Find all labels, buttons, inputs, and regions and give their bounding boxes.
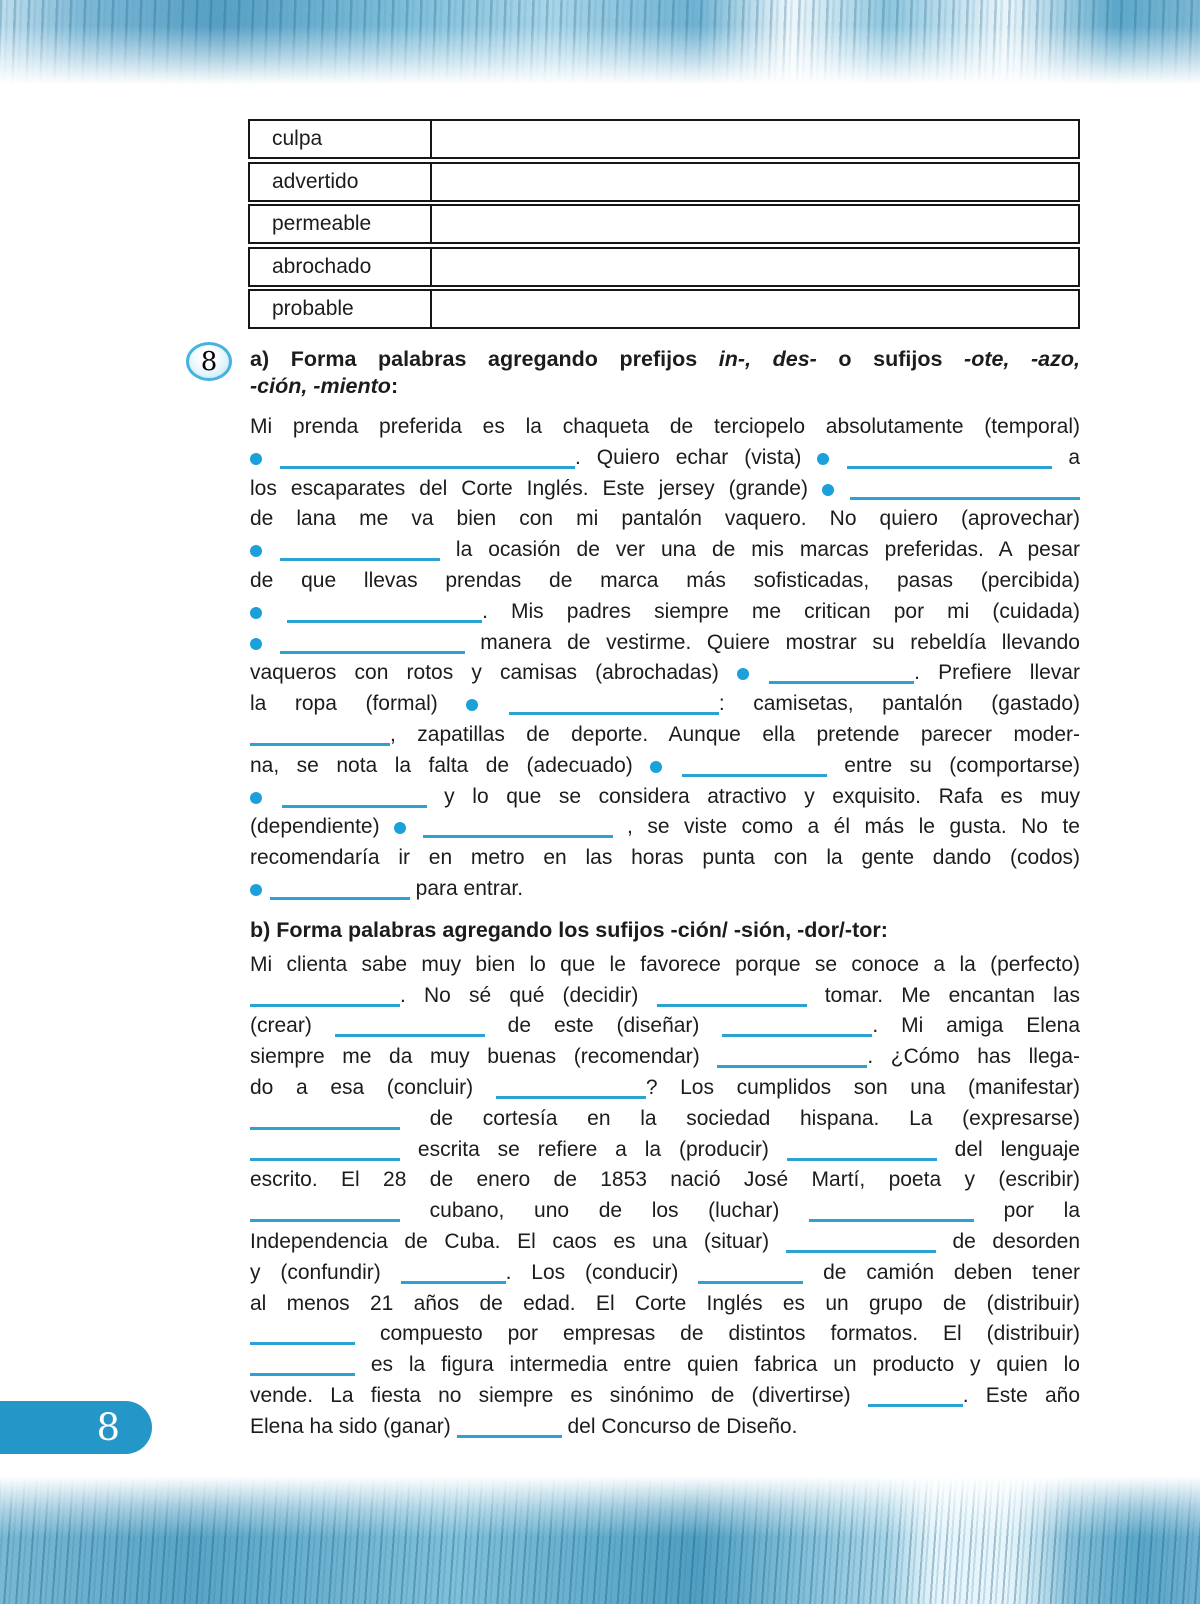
text-line (250, 1289, 1080, 1320)
text-run: del lenguaje (936, 1137, 1080, 1161)
bullet-dot-icon (737, 668, 749, 680)
fill-in-blank (698, 1280, 803, 1284)
watercolor-footer (0, 1476, 1200, 1604)
text-run: . Los (conducir) (505, 1260, 699, 1284)
table-answer-cell (432, 121, 1078, 157)
fill-in-blank (250, 1372, 355, 1376)
text-run: b) Forma palabras agregando los sufijos -ción/ -sión, -dor/-tor: (250, 917, 888, 942)
text-line (250, 566, 1080, 597)
table-word-cell: permeable (250, 206, 432, 242)
text-run: escrito. El 28 de enero de 1853 nació José Martí, poeta y (escribir) (250, 1168, 1080, 1192)
text-line (250, 812, 1080, 843)
text-run: y (confundir) (250, 1260, 401, 1284)
table-row (248, 289, 1080, 329)
text-run: de que llevas prendas de marca más sofisticadas, pasas (percibida) (250, 568, 1080, 592)
page-number: 8 (96, 1406, 120, 1449)
exercise-content (250, 346, 1080, 1443)
text-run: recomendaría ir en metro en las horas punta con la gente dando (codos) (250, 846, 1080, 870)
text-line (250, 950, 1080, 981)
text-run: manera de vestirme. Quiere mostrar su rebeldía llevando (464, 630, 1080, 654)
table-answer-cell (432, 164, 1078, 200)
text-run: Mi prenda preferida es la chaqueta de terciopelo absolutamente (temporal) (250, 415, 1080, 438)
fill-in-blank (722, 1033, 872, 1037)
bullet-dot-icon (650, 761, 662, 773)
fill-in-blank (682, 773, 827, 777)
text-run: vaqueros con rotos y camisas (abrochadas) (250, 661, 738, 685)
text-run: ? Los cumplidos son una (manifestar) (645, 1075, 1081, 1099)
fill-in-blank (280, 650, 465, 654)
text-line (250, 535, 1080, 566)
text-line (250, 504, 1080, 535)
fill-in-blank (847, 465, 1052, 469)
fill-in-blank (250, 1003, 400, 1007)
text-run: a (1052, 445, 1081, 469)
table-answer-cell (432, 249, 1078, 285)
bullet-dot-icon (250, 545, 262, 557)
table-word-cell: probable (250, 291, 432, 327)
text-line (250, 373, 1080, 400)
watercolor-header (0, 0, 1200, 92)
exercise-number: 8 (200, 346, 218, 377)
fill-in-blank (280, 465, 575, 469)
part-b-paragraph (250, 950, 1080, 1443)
text-run: (crear) (250, 1014, 335, 1038)
table-answer-cell (432, 291, 1078, 327)
fill-in-blank (868, 1403, 963, 1407)
fill-in-blank (250, 742, 390, 746)
text-run: Independencia de Cuba. El caos es una (situar) (250, 1229, 786, 1253)
text-line (250, 1227, 1080, 1258)
text-run: Elena ha sido (ganar) (250, 1414, 457, 1438)
text-run: por la (974, 1199, 1080, 1223)
text-run: tomar. Me encantan las (806, 983, 1080, 1007)
text-line (250, 1135, 1080, 1166)
fill-in-blank (509, 711, 719, 715)
text-run: al menos 21 años de edad. El Corte Inglés es un grupo de (distribuir) (250, 1291, 1080, 1315)
fill-in-blank (335, 1033, 485, 1037)
bullet-dot-icon (822, 484, 834, 496)
fill-in-blank (717, 1064, 867, 1068)
text-run: de lana me va bien con mi pantalón vaquero. No quiero (aprovechar) (250, 507, 1080, 531)
fill-in-blank (270, 896, 410, 900)
text-run: la ocasión de ver una de mis marcas preferidas. A pesar (439, 538, 1080, 562)
text-run: Mi clienta sabe muy bien lo que le favorece porque se conoce a la (perfecto) (250, 952, 1080, 976)
text-line (250, 782, 1080, 813)
bullet-dot-icon (394, 822, 406, 834)
text-line (250, 1381, 1080, 1412)
fill-in-blank (423, 834, 613, 838)
text-line (250, 843, 1080, 874)
text-run: . ¿Cómo has llega- (867, 1045, 1080, 1069)
fill-in-blank (250, 1126, 400, 1130)
table-row (248, 162, 1080, 202)
text-run: a) Forma palabras agregando prefijos (250, 347, 719, 371)
fill-in-blank (496, 1095, 646, 1099)
bullet-dot-icon (466, 699, 478, 711)
text-line (250, 443, 1080, 474)
text-run: compuesto por empresas de distintos formatos. El (distribuir) (355, 1322, 1080, 1346)
fill-in-blank (786, 1249, 936, 1253)
table-row (248, 119, 1080, 159)
bullet-dot-icon (250, 453, 262, 465)
spacer (250, 905, 1080, 917)
table-word-cell: abrochado (250, 249, 432, 285)
part-a-paragraph (250, 412, 1080, 905)
text-line (250, 1104, 1080, 1135)
text-run: de cortesía en la sociedad hispana. La (expresarse) (400, 1106, 1080, 1130)
fill-in-blank (850, 496, 1080, 500)
text-run: de desorden (935, 1229, 1080, 1253)
part-b-heading (250, 917, 1080, 944)
bullet-dot-icon (250, 792, 262, 804)
text-run: , zapatillas de deporte. Aunque ella pretende parecer moder- (390, 722, 1080, 746)
fill-in-blank (657, 1003, 807, 1007)
text-run: . Quiero echar (vista) (574, 445, 818, 469)
text-line (250, 874, 1080, 905)
text-line (250, 1196, 1080, 1227)
text-line (250, 597, 1080, 628)
bullet-dot-icon (250, 884, 262, 896)
text-run: in-, des- (718, 347, 817, 371)
fill-in-blank (457, 1434, 562, 1438)
text-line (250, 981, 1080, 1012)
text-line (250, 628, 1080, 659)
text-run: (dependiente) (250, 815, 395, 839)
text-line (250, 720, 1080, 751)
text-line (250, 1165, 1080, 1196)
text-line (250, 658, 1080, 689)
text-run: siempre me da muy buenas (recomendar) (250, 1045, 718, 1069)
text-run: . Mi amiga Elena (872, 1014, 1080, 1038)
text-line (250, 474, 1080, 505)
text-run: escrita se refiere a la (producir) (400, 1137, 787, 1161)
text-run: -ción, -miento (250, 374, 391, 398)
text-line (250, 412, 1080, 443)
fill-in-blank (250, 1218, 400, 1222)
table-word-cell: advertido (250, 164, 432, 200)
text-run: para entrar. (409, 876, 524, 900)
text-run: : camisetas, pantalón (gastado) (718, 692, 1080, 716)
text-run: . Este año (962, 1383, 1080, 1407)
spacer (250, 400, 1080, 412)
word-formation-table (248, 119, 1080, 332)
text-line (250, 1042, 1080, 1073)
text-run: y lo que se considera atractivo y exquisito. Rafa es muy (426, 784, 1080, 808)
text-run: entre su (comportarse) (826, 753, 1080, 777)
fill-in-blank (401, 1280, 506, 1284)
text-run: na, se nota la falta de (adecuado) (250, 753, 651, 777)
fill-in-blank (280, 557, 440, 561)
table-row (248, 247, 1080, 287)
fill-in-blank (250, 1341, 355, 1345)
text-run: cubano, uno de los (luchar) (400, 1199, 810, 1223)
text-run: de este (diseñar) (484, 1014, 723, 1038)
text-line (250, 346, 1080, 373)
text-run: , se viste como a él más le gusta. No te (612, 815, 1080, 839)
fill-in-blank (287, 619, 482, 623)
table-row (248, 204, 1080, 244)
part-a-heading (250, 346, 1080, 400)
text-line (250, 1319, 1080, 1350)
text-run: vende. La fiesta no siempre es sinónimo de (divertirse) (250, 1383, 868, 1407)
text-run: -ote, -azo, (964, 347, 1080, 371)
text-line (250, 1350, 1080, 1381)
bullet-dot-icon (250, 638, 262, 650)
table-answer-cell (432, 206, 1078, 242)
bullet-dot-icon (817, 453, 829, 465)
text-run: . Mis padres siempre me critican por mi (cuidada) (482, 599, 1080, 623)
text-line (250, 917, 1080, 944)
table-word-cell: culpa (250, 121, 432, 157)
text-run: o sufijos (816, 347, 965, 371)
text-line (250, 1412, 1080, 1443)
fill-in-blank (250, 1157, 400, 1161)
fill-in-blank (282, 804, 427, 808)
text-run: do a esa (concluir) (250, 1075, 496, 1099)
text-line (250, 1258, 1080, 1289)
fill-in-blank (769, 680, 914, 684)
text-line (250, 689, 1080, 720)
text-line (250, 1011, 1080, 1042)
text-run: . No sé qué (decidir) (400, 983, 657, 1007)
text-run: de camión deben tener (803, 1260, 1081, 1284)
page-number-tab (0, 1401, 152, 1454)
text-line (250, 1073, 1080, 1104)
fill-in-blank (809, 1218, 974, 1222)
text-run: . Prefiere llevar (914, 661, 1080, 685)
bullet-dot-icon (250, 607, 262, 619)
text-run: : (390, 374, 399, 398)
text-run: la ropa (formal) (250, 692, 467, 716)
exercise-number-badge (186, 342, 232, 381)
text-line (250, 751, 1080, 782)
text-run: es la figura intermedia entre quien fabrica un producto y quien lo (355, 1353, 1080, 1377)
text-run: del Concurso de Diseño. (561, 1414, 798, 1438)
text-run: los escaparates del Corte Inglés. Este jersey (grande) (250, 476, 822, 500)
fill-in-blank (787, 1157, 937, 1161)
